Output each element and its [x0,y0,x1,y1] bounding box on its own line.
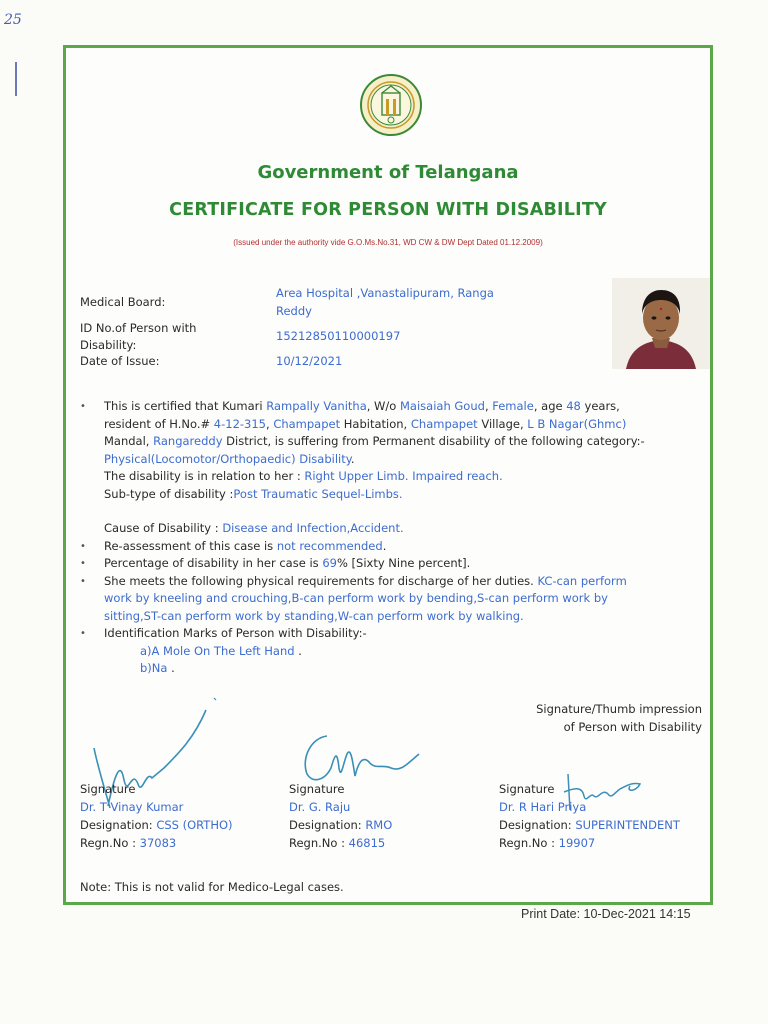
telangana-emblem-icon [359,73,423,137]
district: Rangareddy [153,434,223,448]
designation: RMO [365,818,393,832]
designation: CSS (ORTHO) [156,818,233,832]
date-label: Date of Issue: [80,354,160,368]
id-label-line2: Disability: [80,338,137,352]
signature-label: Signature [499,782,555,796]
reassessment-line: • Re-assessment of this case is not recommended. [104,538,710,556]
signatory-2: Signature Dr. G. Raju Designation: RMO Regn.No : 46815 [289,780,489,852]
government-title: Government of Telangana [257,162,519,183]
margin-stroke [15,62,17,96]
authority-note: (Issued under the authority vide G.O.Ms.No.31, WD CW & DW Dept Dated 01.12.2009) [233,238,543,247]
disability-subtype: Post Traumatic Sequel-Limbs. [233,486,403,501]
signatory-3: Signature Dr. R Hari Priya Designation: SUPERINTENDENT Regn.No : 19907 [499,780,714,852]
cause-line: Cause of Disability : Disease and Infection,Accident. [104,521,404,535]
certificate-title: CERTIFICATE FOR PERSON WITH DISABILITY [169,200,607,220]
age: 48 [566,399,581,413]
registration-number: 37083 [139,836,177,850]
person-name: Rampally Vanitha [266,399,367,413]
gender: Female [492,399,534,413]
mandal: L B Nagar(Ghmc) [527,416,627,431]
disability-relation: Right Upper Limb. Impaired reach. [304,469,503,483]
disability-percentage: 69 [322,556,337,570]
identification-marks-label: • Identification Marks of Person with Disability:- [104,625,710,643]
disability-category: Physical(Locomotor/Orthopaedic) Disability [104,451,351,466]
certificate-body [80,398,710,678]
guardian-name: Maisaiah Goud [400,399,485,413]
medical-board-value-line2: Reddy [276,304,312,318]
registration-number: 19907 [558,836,596,850]
requirements-line3: sitting,ST-can perform work by standing,W-can perform work by walking. [104,608,524,623]
thumb-impression-caption: Signature/Thumb impression of Person with Disability [536,702,702,734]
id-label-line1: ID No.of Person with [80,321,197,335]
designation: SUPERINTENDENT [575,818,680,832]
signature-label: Signature [289,782,345,796]
signatory-1: Signature Dr. T Vinay Kumar Designation: CSS (ORTHO) Regn.No : 37083 [80,780,280,852]
print-date: Print Date: 10-Dec-2021 14:15 [521,907,691,921]
village: Champapet [410,416,478,431]
date-value: 10/12/2021 [276,354,343,368]
requirements-line2: work by kneeling and crouching,B-can perform work by bending,S-can perform work by [104,591,608,605]
reassessment-value: not recommended [276,538,383,553]
identification-mark-b: b)Na . [140,661,175,675]
margin-page-number: 25 [4,12,22,28]
disability-cause: Disease and Infection,Accident. [222,521,404,535]
certificate-frame [63,45,713,905]
medico-legal-note: Note: This is not valid for Medico-Legal cases. [80,880,344,894]
id-value: 15212850110000197 [276,329,401,343]
doctor-name: Dr. T Vinay Kumar [80,800,184,814]
medical-board-label: Medical Board: [80,295,166,309]
certification-paragraph: • This is certified that Kumari Rampally Vanitha, W/o Maisaiah Goud, Female, age 48 years, resident of H.No.# 4-12-315, Champapet Habitation, Champapet Village, L B Nagar(Ghmc) Mandal, Rangareddy District, is suffering from Permanent disability of the following category:- Physical(Locomotor/Orthopaedic) Disability. The disability is in relation to her : Right Upper Limb. Impaired reach. Sub-type of disability :Post Traumatic Sequel-Limbs. [104,398,710,503]
identification-mark-a: a)A Mole On The Left Hand . [140,643,302,658]
habitation: Champapet [273,416,341,431]
house-number: 4-12-315 [213,416,266,431]
registration-number: 46815 [348,836,386,850]
signature-label: Signature [80,782,136,796]
doctor-name: Dr. R Hari Priya [499,800,587,814]
requirements-line: • She meets the following physical requirements for discharge of her duties. KC-can perform work by kneeling and crouching,B-can perform work by bending,S-can perform work by sitting,ST-can perform work by standing,W-can perform work by walking. [104,573,710,626]
doctor-name: Dr. G. Raju [289,800,351,814]
percentage-line: • Percentage of disability in her case is 69% [Sixty Nine percent]. [104,555,710,573]
requirements-line1: KC-can perform [537,573,627,588]
medical-board-value-line1: Area Hospital ,Vanastalipuram, Ranga [276,286,494,300]
person-photo [612,278,710,369]
